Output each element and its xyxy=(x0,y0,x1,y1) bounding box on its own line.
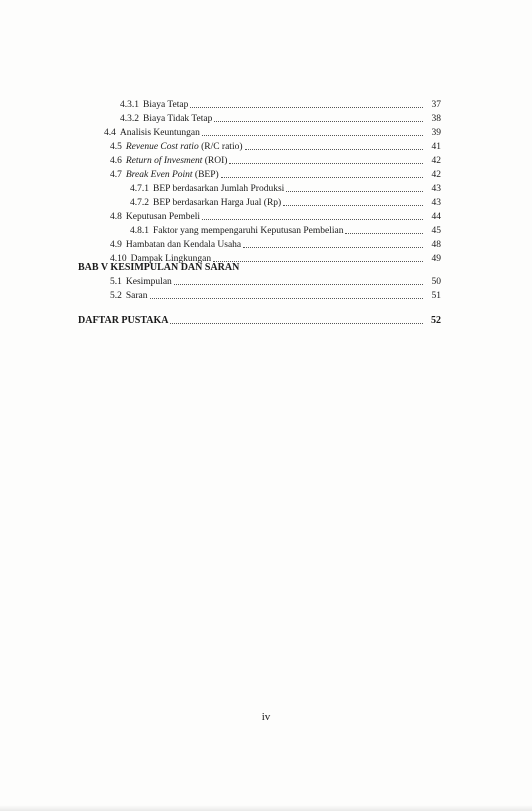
toc-entry-4-3-1 xyxy=(120,97,441,111)
chapter-heading: BAB V KESIMPULAN DAN SARAN xyxy=(78,262,240,273)
toc-entry-label: BEP berdasarkan Harga Jual (Rp) xyxy=(153,198,282,208)
toc-entry-page: 43 xyxy=(431,198,441,208)
toc-entry-4-7-2 xyxy=(130,195,441,209)
toc-entry-number: 4.6 xyxy=(110,156,122,166)
toc-entry-label-rest: (ROI) xyxy=(202,156,228,166)
toc-entry-page: 39 xyxy=(431,128,441,138)
toc-entry-label-rest: (R/C ratio) xyxy=(198,142,243,152)
leader-dots xyxy=(174,283,423,285)
toc-entry-number: 4.8.1 xyxy=(130,226,149,236)
toc-entry-page: 49 xyxy=(431,254,441,264)
scan-edge-shadow xyxy=(0,805,532,811)
leader-dots xyxy=(150,297,423,299)
toc-entry-label xyxy=(126,169,219,181)
leader-dots xyxy=(202,134,423,136)
toc-entry-page: 41 xyxy=(431,142,441,152)
toc-entry-5-2 xyxy=(110,288,441,302)
toc-entry-4-4 xyxy=(104,125,441,139)
toc-entry-label xyxy=(126,141,243,153)
toc-entry-page: 42 xyxy=(431,156,441,166)
toc-entry-number: 4.10 xyxy=(110,254,127,264)
toc-entry-number: 4.7.2 xyxy=(130,198,149,208)
toc-entry-page: 43 xyxy=(431,184,441,194)
toc-entry-number: 4.8 xyxy=(110,212,122,222)
toc-entry-page: 52 xyxy=(431,315,441,326)
leader-dots xyxy=(229,162,423,164)
toc-entry-4-9 xyxy=(110,237,441,251)
toc-entry-page: 50 xyxy=(431,277,441,287)
toc-entry-number: 4.7 xyxy=(110,170,122,180)
toc-entry-page: 38 xyxy=(431,114,441,124)
toc-entry-page: 45 xyxy=(431,226,441,236)
toc-entry-4-7-1 xyxy=(130,181,441,195)
leader-dots xyxy=(286,190,423,192)
leader-dots xyxy=(221,176,423,178)
leader-dots xyxy=(213,260,423,262)
leader-dots xyxy=(345,232,423,234)
toc-entry-page: 48 xyxy=(431,240,441,250)
page-number: iv xyxy=(261,711,271,723)
toc-entry-label-italic: Revenue Cost ratio xyxy=(125,142,199,152)
toc-entry-number: 5.2 xyxy=(110,291,122,301)
toc-entry-5-1 xyxy=(110,274,441,288)
toc-entry-4-5 xyxy=(110,139,441,153)
toc-entry-page: 51 xyxy=(431,291,441,301)
toc-entry-4-8-1 xyxy=(130,223,441,237)
toc-entry-4-8 xyxy=(110,209,441,223)
leader-dots xyxy=(202,218,423,220)
leader-dots xyxy=(170,322,423,324)
toc-entry-label: Dampak Lingkungan xyxy=(130,254,212,264)
toc-entry-page: 37 xyxy=(431,100,441,110)
toc-entry-label: DAFTAR PUSTAKA xyxy=(78,315,169,326)
toc-entry-number: 4.9 xyxy=(110,240,122,250)
toc-entry-bibliography xyxy=(78,313,441,327)
toc-entry-number: 4.4 xyxy=(104,128,116,138)
toc-entry-label: Keputusan Pembeli xyxy=(125,212,201,222)
toc-entry-4-6 xyxy=(110,153,441,167)
toc-entry-label-italic: Break Even Point xyxy=(125,170,193,180)
leader-dots xyxy=(245,148,423,150)
toc-entry-label: BEP berdasarkan Jumlah Produksi xyxy=(153,184,285,194)
toc-entry-label: Biaya Tidak Tetap xyxy=(143,114,213,124)
toc-entry-number: 4.3.2 xyxy=(120,114,139,124)
leader-dots xyxy=(190,106,423,108)
toc-entry-label: Saran xyxy=(125,291,148,301)
toc-entry-label-rest: (BEP) xyxy=(192,170,219,180)
toc-entry-label-italic: Return of Invesment xyxy=(125,156,203,166)
toc-entry-label: Hambatan dan Kendala Usaha xyxy=(125,240,242,250)
toc-entry-number: 5.1 xyxy=(110,277,122,287)
toc-entry-number: 4.5 xyxy=(110,142,122,152)
toc-entry-label: Faktor yang mempengaruhi Keputusan Pembelian xyxy=(153,226,344,236)
toc-entry-page: 44 xyxy=(431,212,441,222)
toc-entry-label xyxy=(126,155,228,167)
toc-entry-label: Kesimpulan xyxy=(125,277,172,287)
leader-dots xyxy=(243,246,423,248)
toc-entry-label: Analisis Keuntungan xyxy=(119,128,200,138)
toc-entry-page: 42 xyxy=(431,170,441,180)
toc-entry-number: 4.7.1 xyxy=(130,184,149,194)
toc-entry-number: 4.3.1 xyxy=(120,100,139,110)
toc-entry-label: Biaya Tetap xyxy=(143,100,189,110)
toc-entry-4-3-2 xyxy=(120,111,441,125)
toc-entry-4-7 xyxy=(110,167,441,181)
leader-dots xyxy=(214,120,423,122)
leader-dots xyxy=(283,204,423,206)
